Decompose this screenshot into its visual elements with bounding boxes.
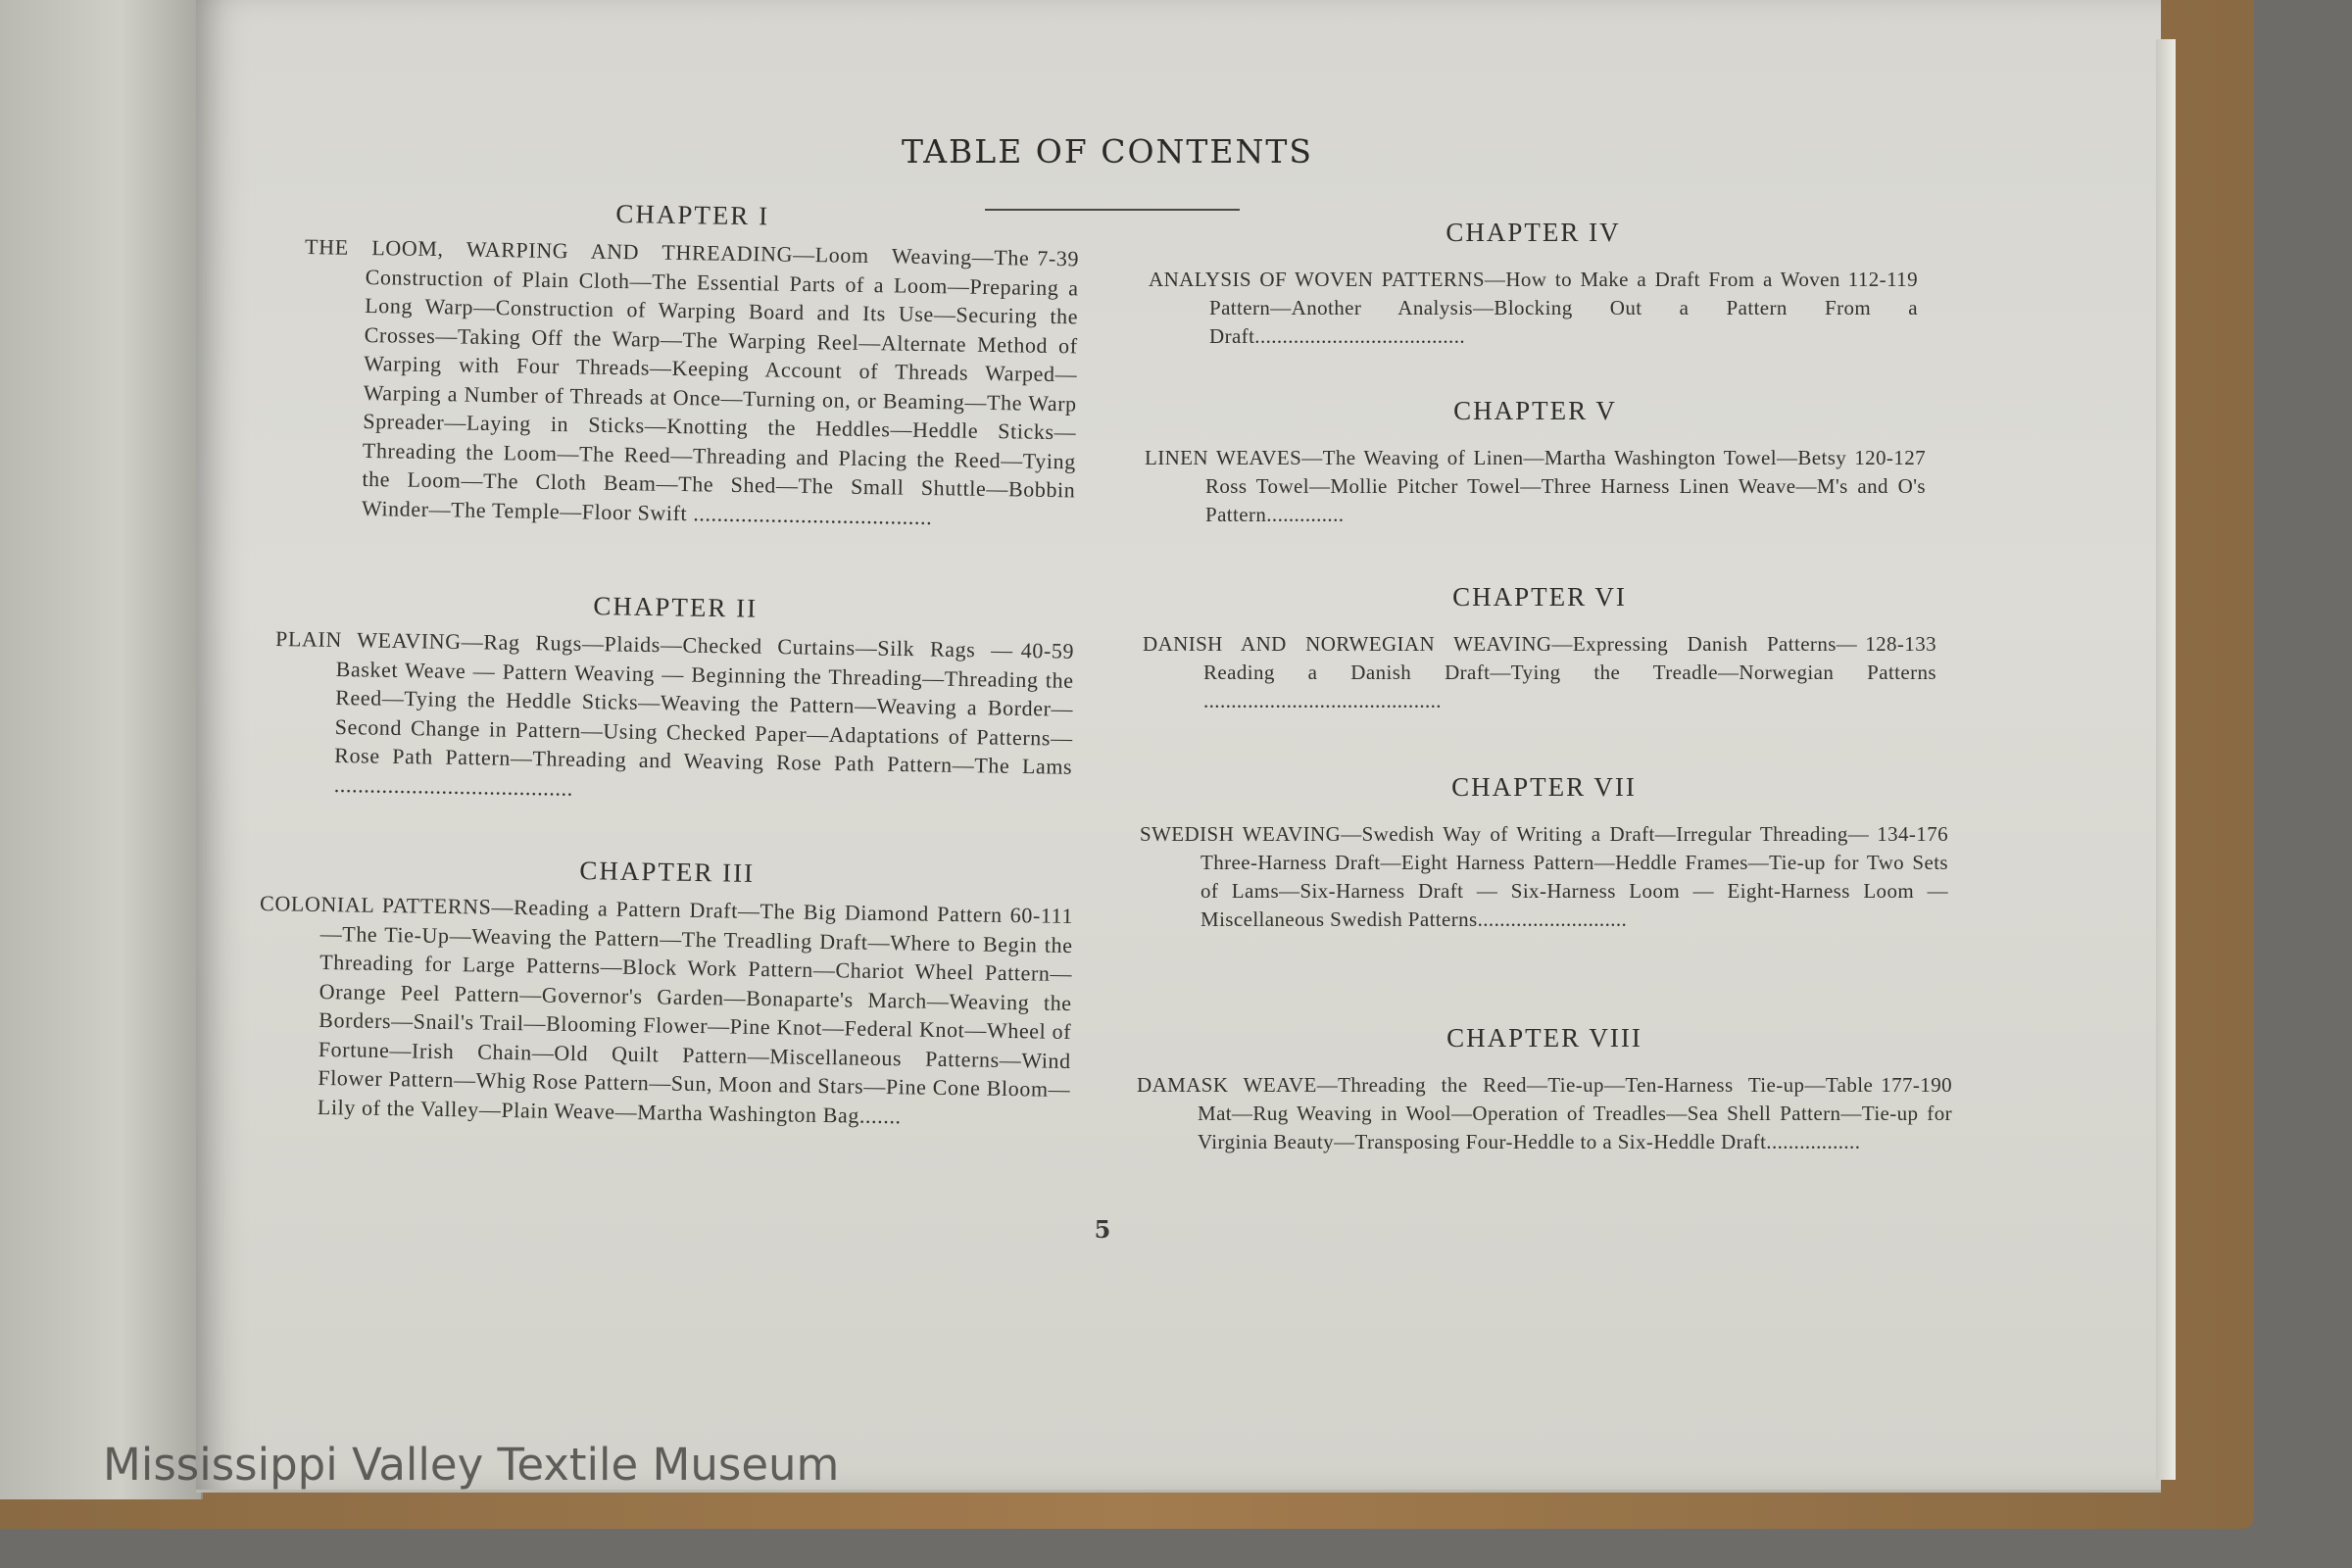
page-title: TABLE OF CONTENTS xyxy=(902,132,1313,171)
chapter-pages: 134-176 xyxy=(1877,822,1948,846)
page-edge xyxy=(2156,39,2176,1480)
chapter-6 xyxy=(1143,582,1936,715)
chapter-contents: THE LOOM, WARPING AND THREADING—Loom Weaving—The Construction of Plain Cloth—The Essential Parts of a Loom—Preparing a Long Warp—Construction of Warping Board and Its Use—Securing the Crosses—Taking Off the Warp—The Warping Reel—Alternate Method of Warping with Four Threads—Keeping Account of Threads Warped—Warping a Number of Threads at Once—Turning on, or Beaming—The Warp Spreader—Laying in Sticks—Knotting the Heddles—Heddle Sticks—Threading the Loom—The Reed—Threading and Placing the Reed—Tying the Loom—The Cloth Beam—The Shed—The Small Shuttle—Bobbin Winder—The Temple—Floor Swift ........................................ xyxy=(304,233,1079,529)
chapter-pages: 128-133 xyxy=(1865,632,1936,656)
chapter-contents: ANALYSIS OF WOVEN PATTERNS—How to Make a Draft From a Woven Pattern—Another Analysis—Blocking Out a Pattern From a Draft...................................... xyxy=(1149,268,1918,348)
left-page xyxy=(0,0,203,1499)
chapter-heading: CHAPTER I xyxy=(615,198,770,231)
chapter-contents: PLAIN WEAVING—Rag Rugs—Plaids—Checked Curtains—Silk Rags — Basket Weave — Pattern Weaving — Beginning the Threading—Threading the Reed—Tying the Heddle Sticks—Weaving the Pattern—Weaving a Border—Second Change in Pattern—Using Checked Paper—Adaptations of Patterns—Rose Path Pattern—Threading and Weaving Rose Path Pattern—The Lams ........................................ xyxy=(274,625,1074,801)
chapter-8 xyxy=(1137,1023,1952,1156)
chapter-pages: 112-119 xyxy=(1847,268,1918,291)
chapter-text xyxy=(301,232,1080,533)
chapter-text xyxy=(1137,1071,1952,1156)
chapter-text xyxy=(257,889,1074,1133)
chapter-heading: CHAPTER III xyxy=(579,856,756,888)
chapter-3 xyxy=(257,851,1074,1133)
chapter-contents: DANISH AND NORWEGIAN WEAVING—Expressing Danish Patterns—Reading a Danish Draft—Tying the Treadle—Norwegian Patterns ........................................... xyxy=(1143,632,1936,712)
chapter-heading: CHAPTER II xyxy=(593,591,759,623)
museum-watermark: Mississippi Valley Textile Museum xyxy=(103,1439,840,1491)
chapter-2 xyxy=(273,586,1075,810)
chapter-7 xyxy=(1140,772,1948,934)
chapter-heading: CHAPTER VIII xyxy=(1446,1023,1642,1053)
chapter-heading: CHAPTER V xyxy=(1453,396,1617,425)
chapter-5 xyxy=(1145,396,1926,529)
chapter-pages: 120-127 xyxy=(1854,446,1926,469)
chapter-pages: 60-111 xyxy=(1009,903,1074,929)
chapter-contents: COLONIAL PATTERNS—Reading a Pattern Draft—The Big Diamond Pattern—The Tie-Up—Weaving the Pattern—The Treadling Draft—Where to Begin the Threading for Large Patterns—Block Work Pattern—Chariot Wheel Pattern—Orange Peel Pattern—Governor's Garden—Bonaparte's March—Weaving the Borders—Snail's Trail—Blooming Flower—Pine Knot—Federal Knot—Wheel of Fortune—Irish Chain—Old Quilt Pattern—Miscellaneous Patterns—Wind Flower Pattern—Whig Rose Pattern—Sun, Moon and Stars—Pine Cone Bloom—Lily of the Valley—Plain Weave—Martha Washington Bag....... xyxy=(259,890,1073,1128)
chapter-pages: 7-39 xyxy=(1037,245,1080,271)
chapter-1 xyxy=(301,194,1080,533)
chapter-text xyxy=(1149,266,1918,351)
chapter-4 xyxy=(1149,218,1918,351)
chapter-text xyxy=(1140,820,1948,934)
chapter-heading: CHAPTER VI xyxy=(1452,582,1627,612)
chapter-text xyxy=(1145,444,1926,529)
chapter-pages: 40-59 xyxy=(1020,637,1075,663)
page-number: 5 xyxy=(1094,1215,1111,1244)
chapter-contents: LINEN WEAVES—The Weaving of Linen—Martha Washington Towel—Betsy Ross Towel—Mollie Pitcher Towel—Three Harness Linen Weave—M's and O's Pattern.............. xyxy=(1145,446,1926,526)
chapter-text xyxy=(1143,630,1936,715)
chapter-pages: 177-190 xyxy=(1881,1073,1952,1097)
chapter-contents: SWEDISH WEAVING—Swedish Way of Writing a Draft—Irregular Threading—Three-Harness Draft—Eight Harness Pattern—Heddle Frames—Tie-up for Two Sets of Lams—Six-Harness Draft — Six-Harness Loom — Eight-Harness Loom — Miscellaneous Swedish Patterns........................... xyxy=(1140,822,1948,931)
chapter-contents: DAMASK WEAVE—Threading the Reed—Tie-up—Ten-Harness Tie-up—Table Mat—Rug Weaving in Wool—Operation of Treadles—Sea Shell Pattern—Tie-up for Virginia Beauty—Transposing Four-Heddle to a Six-Heddle Draft................. xyxy=(1137,1073,1952,1153)
chapter-text xyxy=(273,624,1075,810)
chapter-heading: CHAPTER VII xyxy=(1451,772,1637,802)
chapter-heading: CHAPTER IV xyxy=(1446,218,1621,247)
